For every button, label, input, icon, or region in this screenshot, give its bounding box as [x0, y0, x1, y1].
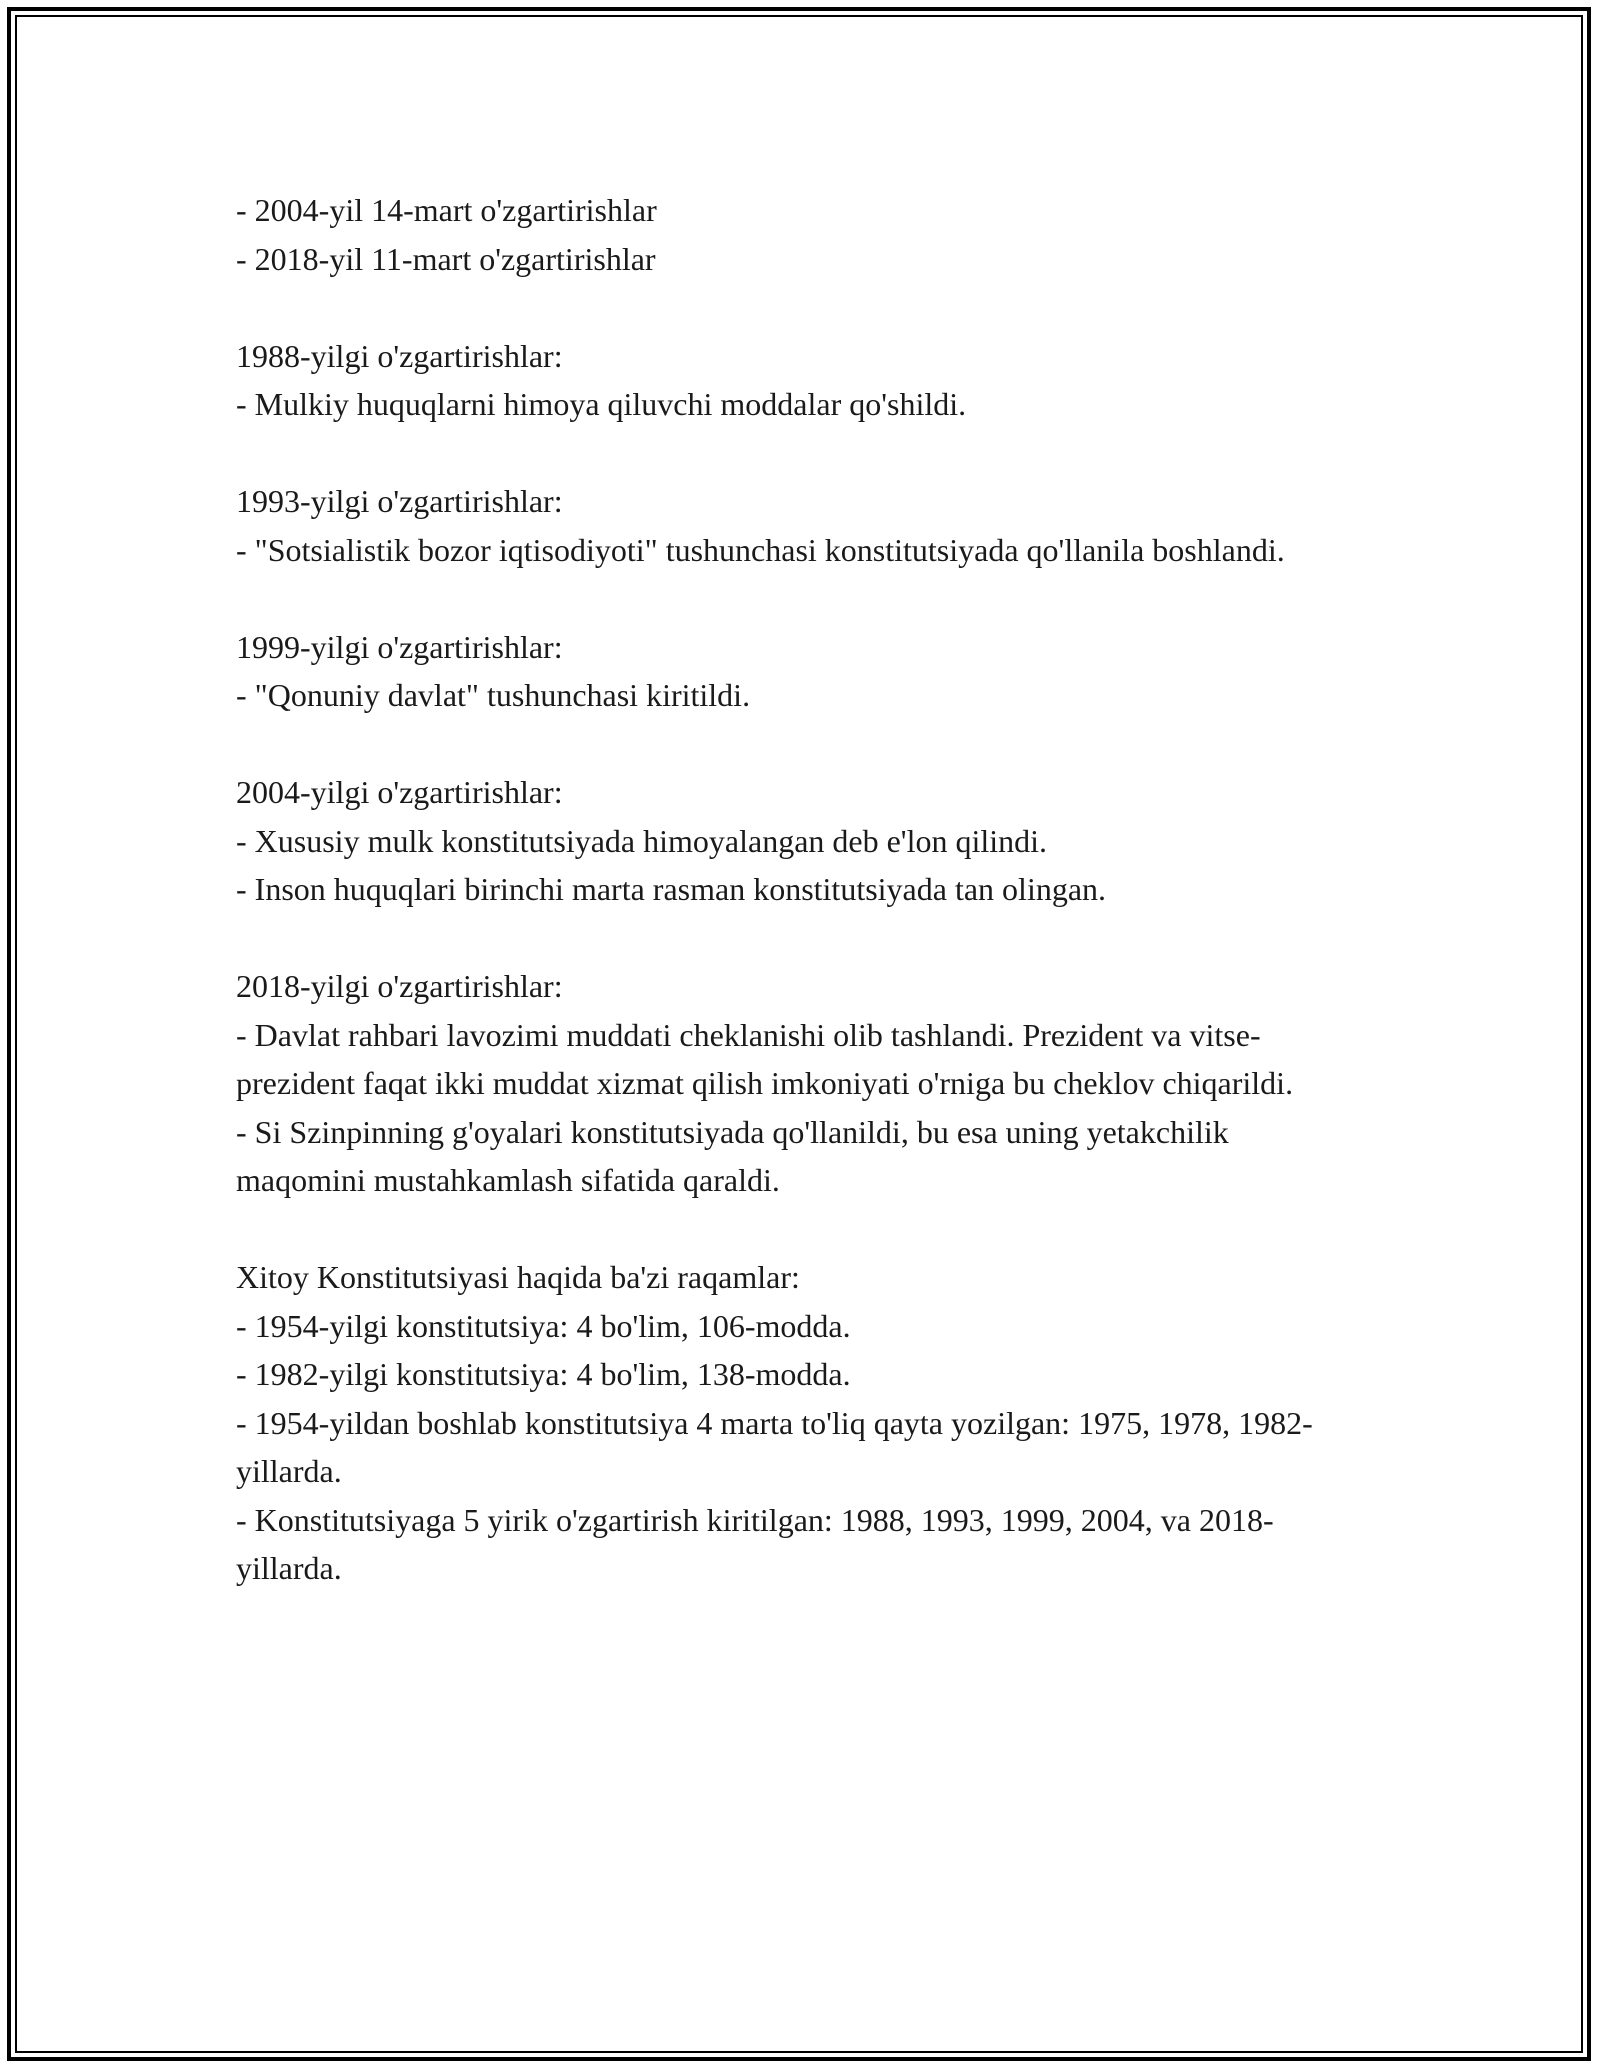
list-item: - 1954-yildan boshlab konstitutsiya 4 marta to'liq qayta yozilgan: 1975, 1978, 1982-yillarda. [236, 1404, 1313, 1489]
section-heading-1999: 1999-yilgi o'zgartirishlar: [236, 628, 563, 665]
paragraph-gap [236, 914, 1366, 963]
list-item: - "Qonuniy davlat" tushunchasi kiritildi. [236, 677, 751, 713]
section-heading-figures: Xitoy Konstitutsiyasi haqida ba'zi raqamlar: [236, 1259, 800, 1295]
paragraph-gap [236, 1205, 1366, 1254]
list-item: - Xususiy mulk konstitutsiyada himoyalangan deb e'lon qilindi. [236, 822, 1048, 859]
paragraph-gap [236, 574, 1366, 623]
list-item: - Konstitutsiyaga 5 yirik o'zgartirish kiritilgan: 1988, 1993, 1999, 2004, va 2018-yillarda. [236, 1501, 1274, 1586]
list-item: - 1982-yilgi konstitutsiya: 4 bo'lim, 138-modda. [236, 1356, 851, 1392]
paragraph-gap [236, 429, 1366, 478]
list-item: - 1954-yilgi konstitutsiya: 4 bo'lim, 106-modda. [236, 1307, 851, 1344]
paragraph-gap [236, 283, 1366, 332]
list-item: - Inson huquqlari birinchi marta rasman konstitutsiyada tan olingan. [236, 871, 1107, 907]
list-item: - 2018-yil 11-mart o'zgartirishlar [236, 240, 656, 277]
section-heading-1988: 1988-yilgi o'zgartirishlar: [236, 337, 563, 374]
section-heading-2018: 2018-yilgi o'zgartirishlar: [236, 968, 563, 1004]
section-heading-1993: 1993-yilgi o'zgartirishlar: [236, 483, 563, 519]
list-item: - Si Szinpinning g'oyalari konstitutsiyada qo'llanildi, bu esa uning yetakchilik maqomini mustahkamlash sifatida qaraldi. [236, 1113, 1229, 1198]
list-item: - "Sotsialistik bozor iqtisodiyoti" tushunchasi konstitutsiyada qo'llanila boshlandi. [236, 531, 1285, 568]
section-heading-2004: 2004-yilgi o'zgartirishlar: [236, 774, 563, 810]
list-item: - Mulkiy huquqlarni himoya qiluvchi moddalar qo'shildi. [236, 386, 967, 422]
paragraph-gap [236, 720, 1366, 769]
list-item: - Davlat rahbari lavozimi muddati cheklanishi olib tashlandi. Prezident va vitse-prezident faqat ikki muddat xizmat qilish imkoniyati o'rniga bu cheklov chiqarildi. [236, 1016, 1294, 1101]
list-item: - 2004-yil 14-mart o'zgartirishlar [236, 192, 657, 228]
document-body [236, 186, 1366, 1593]
